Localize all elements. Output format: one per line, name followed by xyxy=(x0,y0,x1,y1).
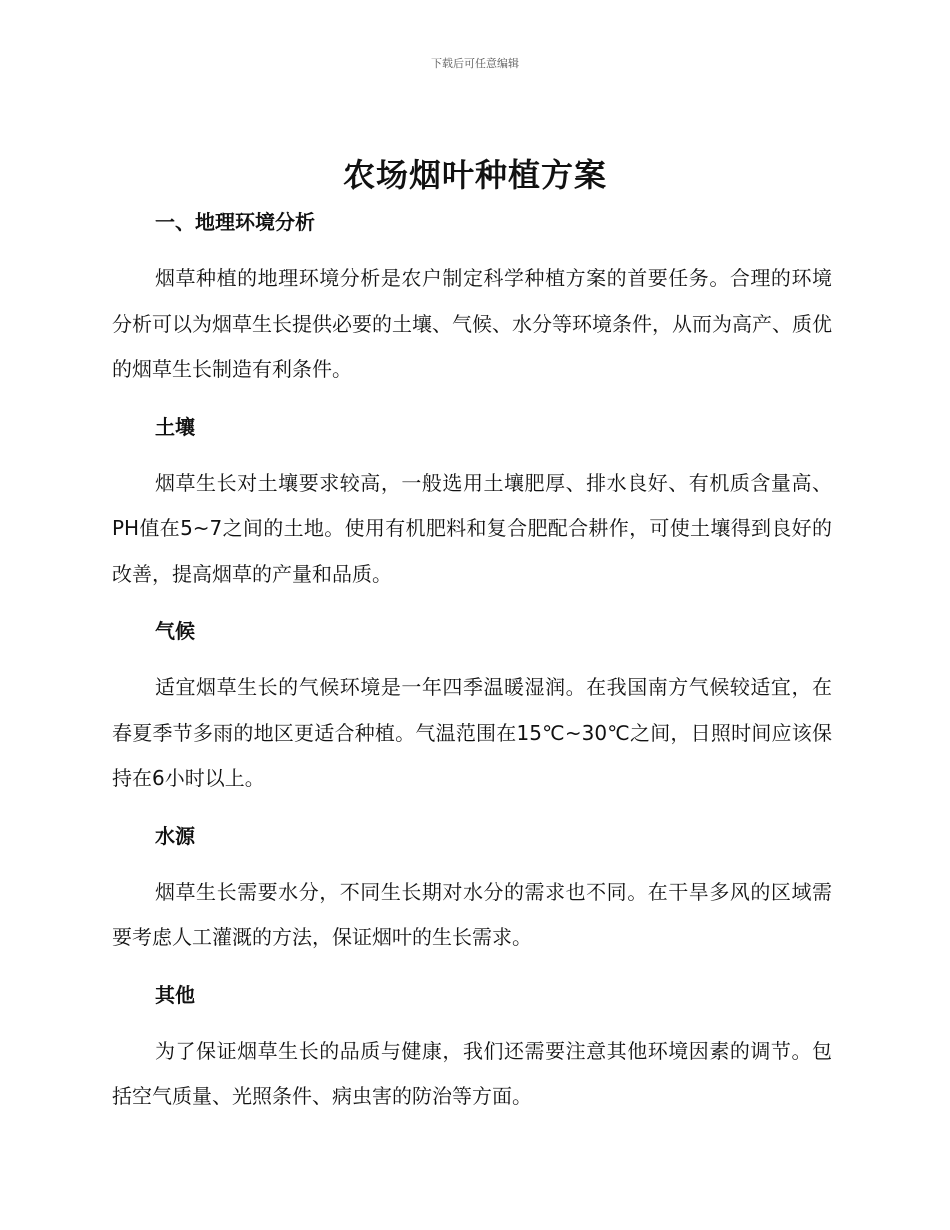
paragraph-geography: 烟草种植的地理环境分析是农户制定科学种植方案的首要任务。合理的环境分析可以为烟草生长提供必要的土壤、气候、水分等环境条件，从而为高产、质优的烟草生长制造有利条件。 xyxy=(112,266,832,381)
document-title: 农场烟叶种植方案 xyxy=(342,156,607,194)
paragraph-other: 为了保证烟草生长的品质与健康，我们还需要注意其他环境因素的调节。包括空气质量、光照条件、病虫害的防治等方面。 xyxy=(112,1038,832,1108)
section-heading-soil: 土壤 xyxy=(155,414,195,439)
paragraph-climate: 适宜烟草生长的气候环境是一年四季温暖湿润。在我国南方气候较适宜，在春夏季节多雨的地区更适合种植。气温范围在15℃~30℃之间，日照时间应该保持在6小时以上。 xyxy=(112,675,832,790)
paragraph-water: 烟草生长需要水分，不同生长期对水分的需求也不同。在干旱多风的区域需要考虑人工灌溉的方法，保证烟叶的生长需求。 xyxy=(112,879,832,949)
section-heading-geography: 一、地理环境分析 xyxy=(155,210,315,234)
header-note: 下载后可任意编辑 xyxy=(431,57,519,70)
document-body xyxy=(112,200,832,1120)
section-heading-water: 水源 xyxy=(155,823,195,848)
section-heading-other: 其他 xyxy=(155,982,195,1007)
section-heading-climate: 气候 xyxy=(155,619,195,643)
paragraph-soil: 烟草生长对土壤要求较高，一般选用土壤肥厚、排水良好、有机质含量高、PH值在5~7之间的土地。使用有机肥料和复合肥配合耕作，可使土壤得到良好的改善，提高烟草的产量和品质。 xyxy=(112,470,832,586)
